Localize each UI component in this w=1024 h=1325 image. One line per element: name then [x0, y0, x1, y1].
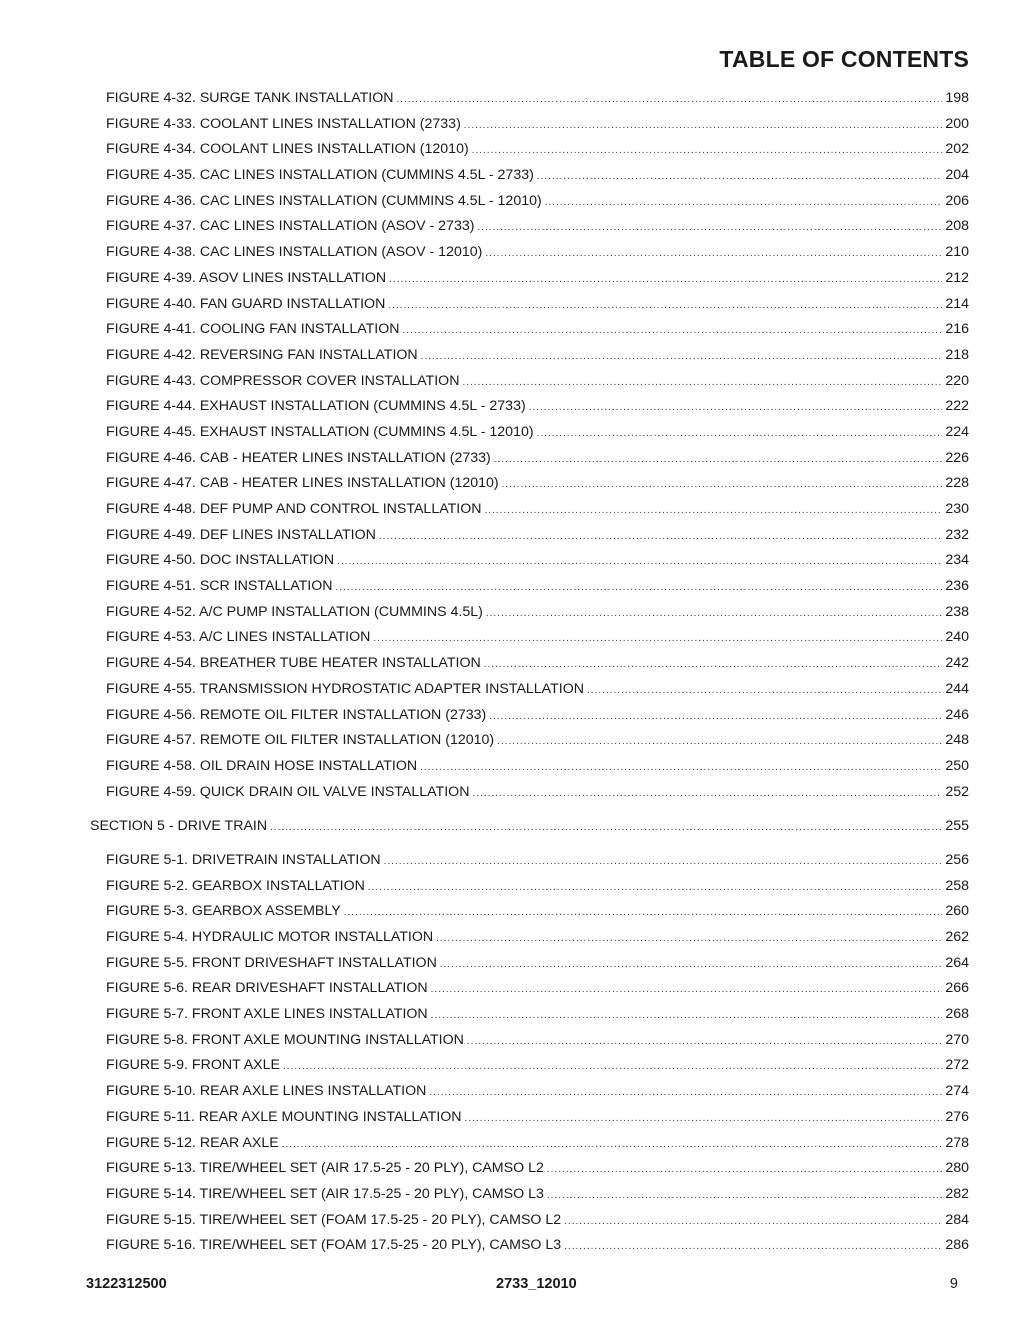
toc-figure-entry[interactable] [106, 1131, 969, 1157]
toc-leader-dots [283, 1054, 942, 1080]
toc-leader-dots [436, 926, 942, 952]
toc-entry-label: FIGURE 4-51. SCR INSTALLATION [106, 578, 333, 595]
toc-leader-dots [464, 113, 943, 139]
document-number: 3122312500 [86, 1276, 167, 1292]
toc-entry-page: 255 [945, 817, 969, 834]
toc-figure-entry[interactable] [106, 574, 969, 600]
toc-entry-label: FIGURE 5-16. TIRE/WHEEL SET (FOAM 17.5-25 - 20 PLY), CAMSO L3 [106, 1237, 562, 1254]
toc-entry-label: FIGURE 4-59. QUICK DRAIN OIL VALVE INSTALLATION [106, 783, 470, 800]
toc-entry-page: 222 [945, 398, 969, 415]
toc-entry-page: 252 [945, 783, 969, 800]
toc-entry-label: FIGURE 5-5. FRONT DRIVESHAFT INSTALLATION [106, 954, 437, 971]
toc-entry-label: FIGURE 4-56. REMOTE OIL FILTER INSTALLATION (2733) [106, 706, 487, 723]
toc-entry-label: FIGURE 4-38. CAC LINES INSTALLATION (ASOV - 12010) [106, 244, 483, 261]
toc-figure-entry[interactable] [106, 951, 969, 977]
toc-entry-label: FIGURE 5-6. REAR DRIVESHAFT INSTALLATION [106, 980, 428, 997]
toc-entry-label: FIGURE 5-7. FRONT AXLE LINES INSTALLATION [106, 1006, 428, 1023]
toc-entry-label: FIGURE 4-34. COOLANT LINES INSTALLATION (12010) [106, 141, 469, 158]
toc-entry-label: FIGURE 4-43. COMPRESSOR COVER INSTALLATION [106, 372, 460, 389]
toc-leader-dots [373, 626, 942, 652]
toc-entry-page: 202 [945, 141, 969, 158]
toc-entry-page: 224 [945, 423, 969, 440]
toc-leader-dots [486, 601, 942, 627]
toc-leader-dots [270, 815, 942, 841]
toc-entry-label: FIGURE 5-15. TIRE/WHEEL SET (FOAM 17.5-25 - 20 PLY), CAMSO L2 [106, 1211, 562, 1228]
toc-entry-label: FIGURE 5-9. FRONT AXLE [106, 1057, 280, 1074]
toc-entry-label: FIGURE 5-11. REAR AXLE MOUNTING INSTALLATION [106, 1108, 462, 1125]
toc-leader-dots [472, 781, 942, 807]
toc-entry-label: FIGURE 5-8. FRONT AXLE MOUNTING INSTALLATION [106, 1031, 464, 1048]
toc-entry-page: 208 [945, 218, 969, 235]
toc-entry-label: FIGURE 5-12. REAR AXLE [106, 1134, 279, 1151]
toc-figure-entry[interactable] [106, 1182, 969, 1208]
toc-entry-label: FIGURE 4-53. A/C LINES INSTALLATION [106, 629, 371, 646]
toc-entry-page: 264 [945, 954, 969, 971]
toc-leader-dots [547, 1157, 942, 1183]
toc-entry-label: FIGURE 4-39. ASOV LINES INSTALLATION [106, 269, 387, 286]
toc-leader-dots [564, 1209, 942, 1235]
toc-entry-label: FIGURE 4-50. DOC INSTALLATION [106, 552, 335, 569]
toc-entry-page: 216 [945, 321, 969, 338]
toc-leader-dots [384, 849, 943, 875]
toc-entry-page: 214 [945, 295, 969, 312]
toc-figure-entry[interactable] [106, 848, 969, 874]
toc-entry-page: 238 [945, 603, 969, 620]
toc-entry-page: 278 [945, 1134, 969, 1151]
toc-entry-label: FIGURE 4-45. EXHAUST INSTALLATION (CUMMINS 4.5L - 12010) [106, 423, 534, 440]
toc-figure-entry[interactable] [106, 625, 969, 651]
toc-leader-dots [368, 875, 942, 901]
toc-leader-dots [420, 755, 942, 781]
toc-entry-page: 206 [945, 192, 969, 209]
toc-figure-entry[interactable] [106, 369, 969, 395]
toc-leader-dots [537, 164, 942, 190]
toc-leader-dots [429, 1080, 942, 1106]
toc-entry-page: 212 [945, 269, 969, 286]
toc-figure-entry[interactable] [106, 976, 969, 1002]
toc-figure-entry[interactable] [106, 1079, 969, 1105]
toc-entry-label: FIGURE 5-13. TIRE/WHEEL SET (AIR 17.5-25 - 20 PLY), CAMSO L2 [106, 1160, 544, 1177]
toc-figure-entry[interactable] [106, 925, 969, 951]
toc-entry-page: 236 [945, 578, 969, 595]
toc-leader-dots [537, 421, 943, 447]
toc-leader-dots [472, 138, 943, 164]
toc-entry-label: FIGURE 4-44. EXHAUST INSTALLATION (CUMMINS 4.5L - 2733) [106, 398, 526, 415]
toc-figure-entry[interactable] [106, 1053, 969, 1079]
toc-entry-page: 204 [945, 167, 969, 184]
toc-entry-page: 286 [945, 1237, 969, 1254]
toc-figure-entry[interactable] [106, 497, 969, 523]
toc-figure-entry[interactable] [106, 446, 969, 472]
toc-figure-entry[interactable] [106, 754, 969, 780]
toc-figure-entry[interactable] [106, 1028, 969, 1054]
toc-entry-page: 284 [945, 1211, 969, 1228]
toc-figure-entry[interactable] [106, 266, 969, 292]
toc-figure-entry[interactable] [106, 317, 969, 343]
toc-entry-label: FIGURE 4-32. SURGE TANK INSTALLATION [106, 90, 394, 106]
toc-leader-dots [497, 729, 942, 755]
toc-leader-dots [502, 472, 943, 498]
toc-entry-label: FIGURE 4-42. REVERSING FAN INSTALLATION [106, 346, 418, 363]
toc-leader-dots [440, 952, 943, 978]
toc-entry-label: FIGURE 4-40. FAN GUARD INSTALLATION [106, 295, 386, 312]
toc-entry-page: 244 [945, 680, 969, 697]
toc-figure-entry[interactable] [106, 600, 969, 626]
toc-leader-dots [467, 1029, 942, 1055]
toc-leader-dots [465, 1106, 943, 1132]
toc-entry-page: 276 [945, 1108, 969, 1125]
toc-leader-dots [477, 215, 942, 241]
toc-entry-label: FIGURE 4-35. CAC LINES INSTALLATION (CUMMINS 4.5L - 2733) [106, 167, 534, 184]
toc-entry-page: 220 [945, 372, 969, 389]
toc-entry-page: 280 [945, 1160, 969, 1177]
toc-figure-entry[interactable] [106, 1208, 969, 1234]
toc-entry-label: FIGURE 4-52. A/C PUMP INSTALLATION (CUMMINS 4.5L) [106, 603, 483, 620]
toc-leader-dots [388, 293, 942, 319]
toc-entry-page: 230 [945, 501, 969, 517]
toc-leader-dots [421, 344, 943, 370]
toc-leader-dots [547, 1183, 942, 1209]
toc-entry-label: FIGURE 4-47. CAB - HEATER LINES INSTALLATION (12010) [106, 475, 499, 492]
toc-leader-dots [431, 977, 943, 1003]
toc-figure-entry[interactable] [106, 1156, 969, 1182]
toc-figure-entry[interactable] [106, 523, 969, 549]
toc-leader-dots [529, 395, 943, 421]
toc-entry-page: 198 [945, 90, 969, 106]
toc-entry-page: 200 [945, 115, 969, 132]
toc-figure-entry[interactable] [106, 214, 969, 240]
toc-leader-dots [337, 549, 942, 575]
model-number: 2733_12010 [496, 1276, 577, 1292]
toc-entry-page: 246 [945, 706, 969, 723]
toc-figure-entry[interactable] [106, 703, 969, 729]
toc-entry-label: FIGURE 4-46. CAB - HEATER LINES INSTALLATION (2733) [106, 449, 491, 466]
toc-figure-entry[interactable] [106, 1105, 969, 1131]
toc-figure-entry[interactable] [106, 1002, 969, 1028]
page-title: TABLE OF CONTENTS [719, 46, 969, 72]
toc-entry-page: 218 [945, 346, 969, 363]
toc-leader-dots [344, 900, 943, 926]
toc-entry-label: FIGURE 4-55. TRANSMISSION HYDROSTATIC ADAPTER INSTALLATION [106, 680, 584, 697]
toc-figure-entry[interactable] [106, 780, 969, 806]
toc-entry-page: 250 [945, 757, 969, 774]
toc-figure-entry[interactable] [106, 728, 969, 754]
toc-figure-entry[interactable] [106, 548, 969, 574]
toc-entry-label: FIGURE 5-3. GEARBOX ASSEMBLY [106, 903, 341, 920]
toc-leader-dots [494, 447, 943, 473]
toc-figure-entry[interactable] [106, 420, 969, 446]
toc-figure-entry[interactable] [106, 471, 969, 497]
toc-entry-label: FIGURE 4-58. OIL DRAIN HOSE INSTALLATION [106, 757, 418, 774]
toc-entry-page: 262 [945, 929, 969, 945]
toc-entry-page: 272 [945, 1057, 969, 1074]
toc-leader-dots [587, 678, 942, 704]
toc-leader-dots [389, 267, 942, 293]
toc-entry-label: FIGURE 5-14. TIRE/WHEEL SET (AIR 17.5-25 - 20 PLY), CAMSO L3 [106, 1185, 544, 1202]
toc-entry-label: FIGURE 5-1. DRIVETRAIN INSTALLATION [106, 851, 381, 868]
page-number: 9 [949, 1276, 958, 1292]
toc-entry-label: FIGURE 4-37. CAC LINES INSTALLATION (ASOV - 2733) [106, 218, 475, 235]
toc-entry-page: 258 [945, 877, 969, 894]
toc-figure-entry[interactable] [106, 240, 969, 266]
toc-leader-dots [564, 1234, 942, 1260]
toc-leader-dots [485, 498, 943, 524]
toc-entry-page: 260 [945, 903, 969, 920]
toc-figure-entry[interactable] [106, 292, 969, 318]
toc-figure-entry[interactable] [106, 874, 969, 900]
toc-figure-entry[interactable] [106, 86, 969, 112]
toc-figure-entry[interactable] [106, 137, 969, 163]
toc-entry-page: 274 [945, 1083, 969, 1100]
toc-leader-dots [489, 704, 942, 730]
toc-figure-entry[interactable] [106, 343, 969, 369]
toc-entry-label: FIGURE 4-33. COOLANT LINES INSTALLATION (2733) [106, 115, 461, 132]
toc-entry-page: 268 [945, 1006, 969, 1023]
toc-entry-page: 266 [945, 980, 969, 997]
toc-entry-page: 242 [945, 655, 969, 672]
toc-entry-label: FIGURE 4-54. BREATHER TUBE HEATER INSTALLATION [106, 655, 481, 672]
toc-figure-entry[interactable] [106, 189, 969, 215]
toc-entry-page: 270 [945, 1031, 969, 1048]
toc-figure-entry[interactable] [106, 163, 969, 189]
toc-leader-dots [403, 318, 943, 344]
toc-leader-dots [484, 652, 943, 678]
toc-leader-dots [462, 370, 942, 396]
toc-entry-label: FIGURE 5-2. GEARBOX INSTALLATION [106, 877, 365, 894]
page-footer [86, 1276, 958, 1298]
toc-entry-page: 210 [945, 244, 969, 261]
toc-leader-dots [379, 524, 942, 550]
toc-entry-page: 240 [945, 629, 969, 646]
toc-entry-page: 234 [945, 552, 969, 569]
toc-leader-dots [397, 87, 943, 113]
toc-figure-entry[interactable] [106, 394, 969, 420]
toc-leader-dots [336, 575, 943, 601]
toc-figure-entry[interactable] [106, 112, 969, 138]
toc-leader-dots [431, 1003, 943, 1029]
toc-entry-label: SECTION 5 - DRIVE TRAIN [90, 817, 268, 834]
toc-entry-page: 226 [945, 449, 969, 466]
toc-entry-label: FIGURE 4-49. DEF LINES INSTALLATION [106, 526, 376, 543]
toc-entry-page: 282 [945, 1185, 969, 1202]
toc-section-entry[interactable] [90, 814, 969, 840]
toc-leader-dots [282, 1132, 943, 1158]
table-of-contents [0, 86, 1024, 1259]
toc-entry-page: 256 [945, 851, 969, 868]
toc-figure-entry[interactable] [106, 677, 969, 703]
toc-entry-label: FIGURE 4-36. CAC LINES INSTALLATION (CUMMINS 4.5L - 12010) [106, 192, 542, 209]
toc-entry-label: FIGURE 5-4. HYDRAULIC MOTOR INSTALLATION [106, 929, 434, 945]
toc-entry-label: FIGURE 5-10. REAR AXLE LINES INSTALLATION [106, 1083, 427, 1100]
toc-figure-entry[interactable] [106, 1233, 969, 1259]
toc-entry-label: FIGURE 4-48. DEF PUMP AND CONTROL INSTALLATION [106, 501, 482, 517]
toc-figure-entry[interactable] [106, 651, 969, 677]
toc-leader-dots [545, 190, 943, 216]
toc-entry-page: 232 [945, 526, 969, 543]
toc-entry-label: FIGURE 4-41. COOLING FAN INSTALLATION [106, 321, 400, 338]
toc-entry-page: 228 [945, 475, 969, 492]
toc-entry-label: FIGURE 4-57. REMOTE OIL FILTER INSTALLATION (12010) [106, 732, 495, 749]
toc-figure-entry[interactable] [106, 899, 969, 925]
toc-entry-page: 248 [945, 732, 969, 749]
toc-leader-dots [485, 241, 942, 267]
